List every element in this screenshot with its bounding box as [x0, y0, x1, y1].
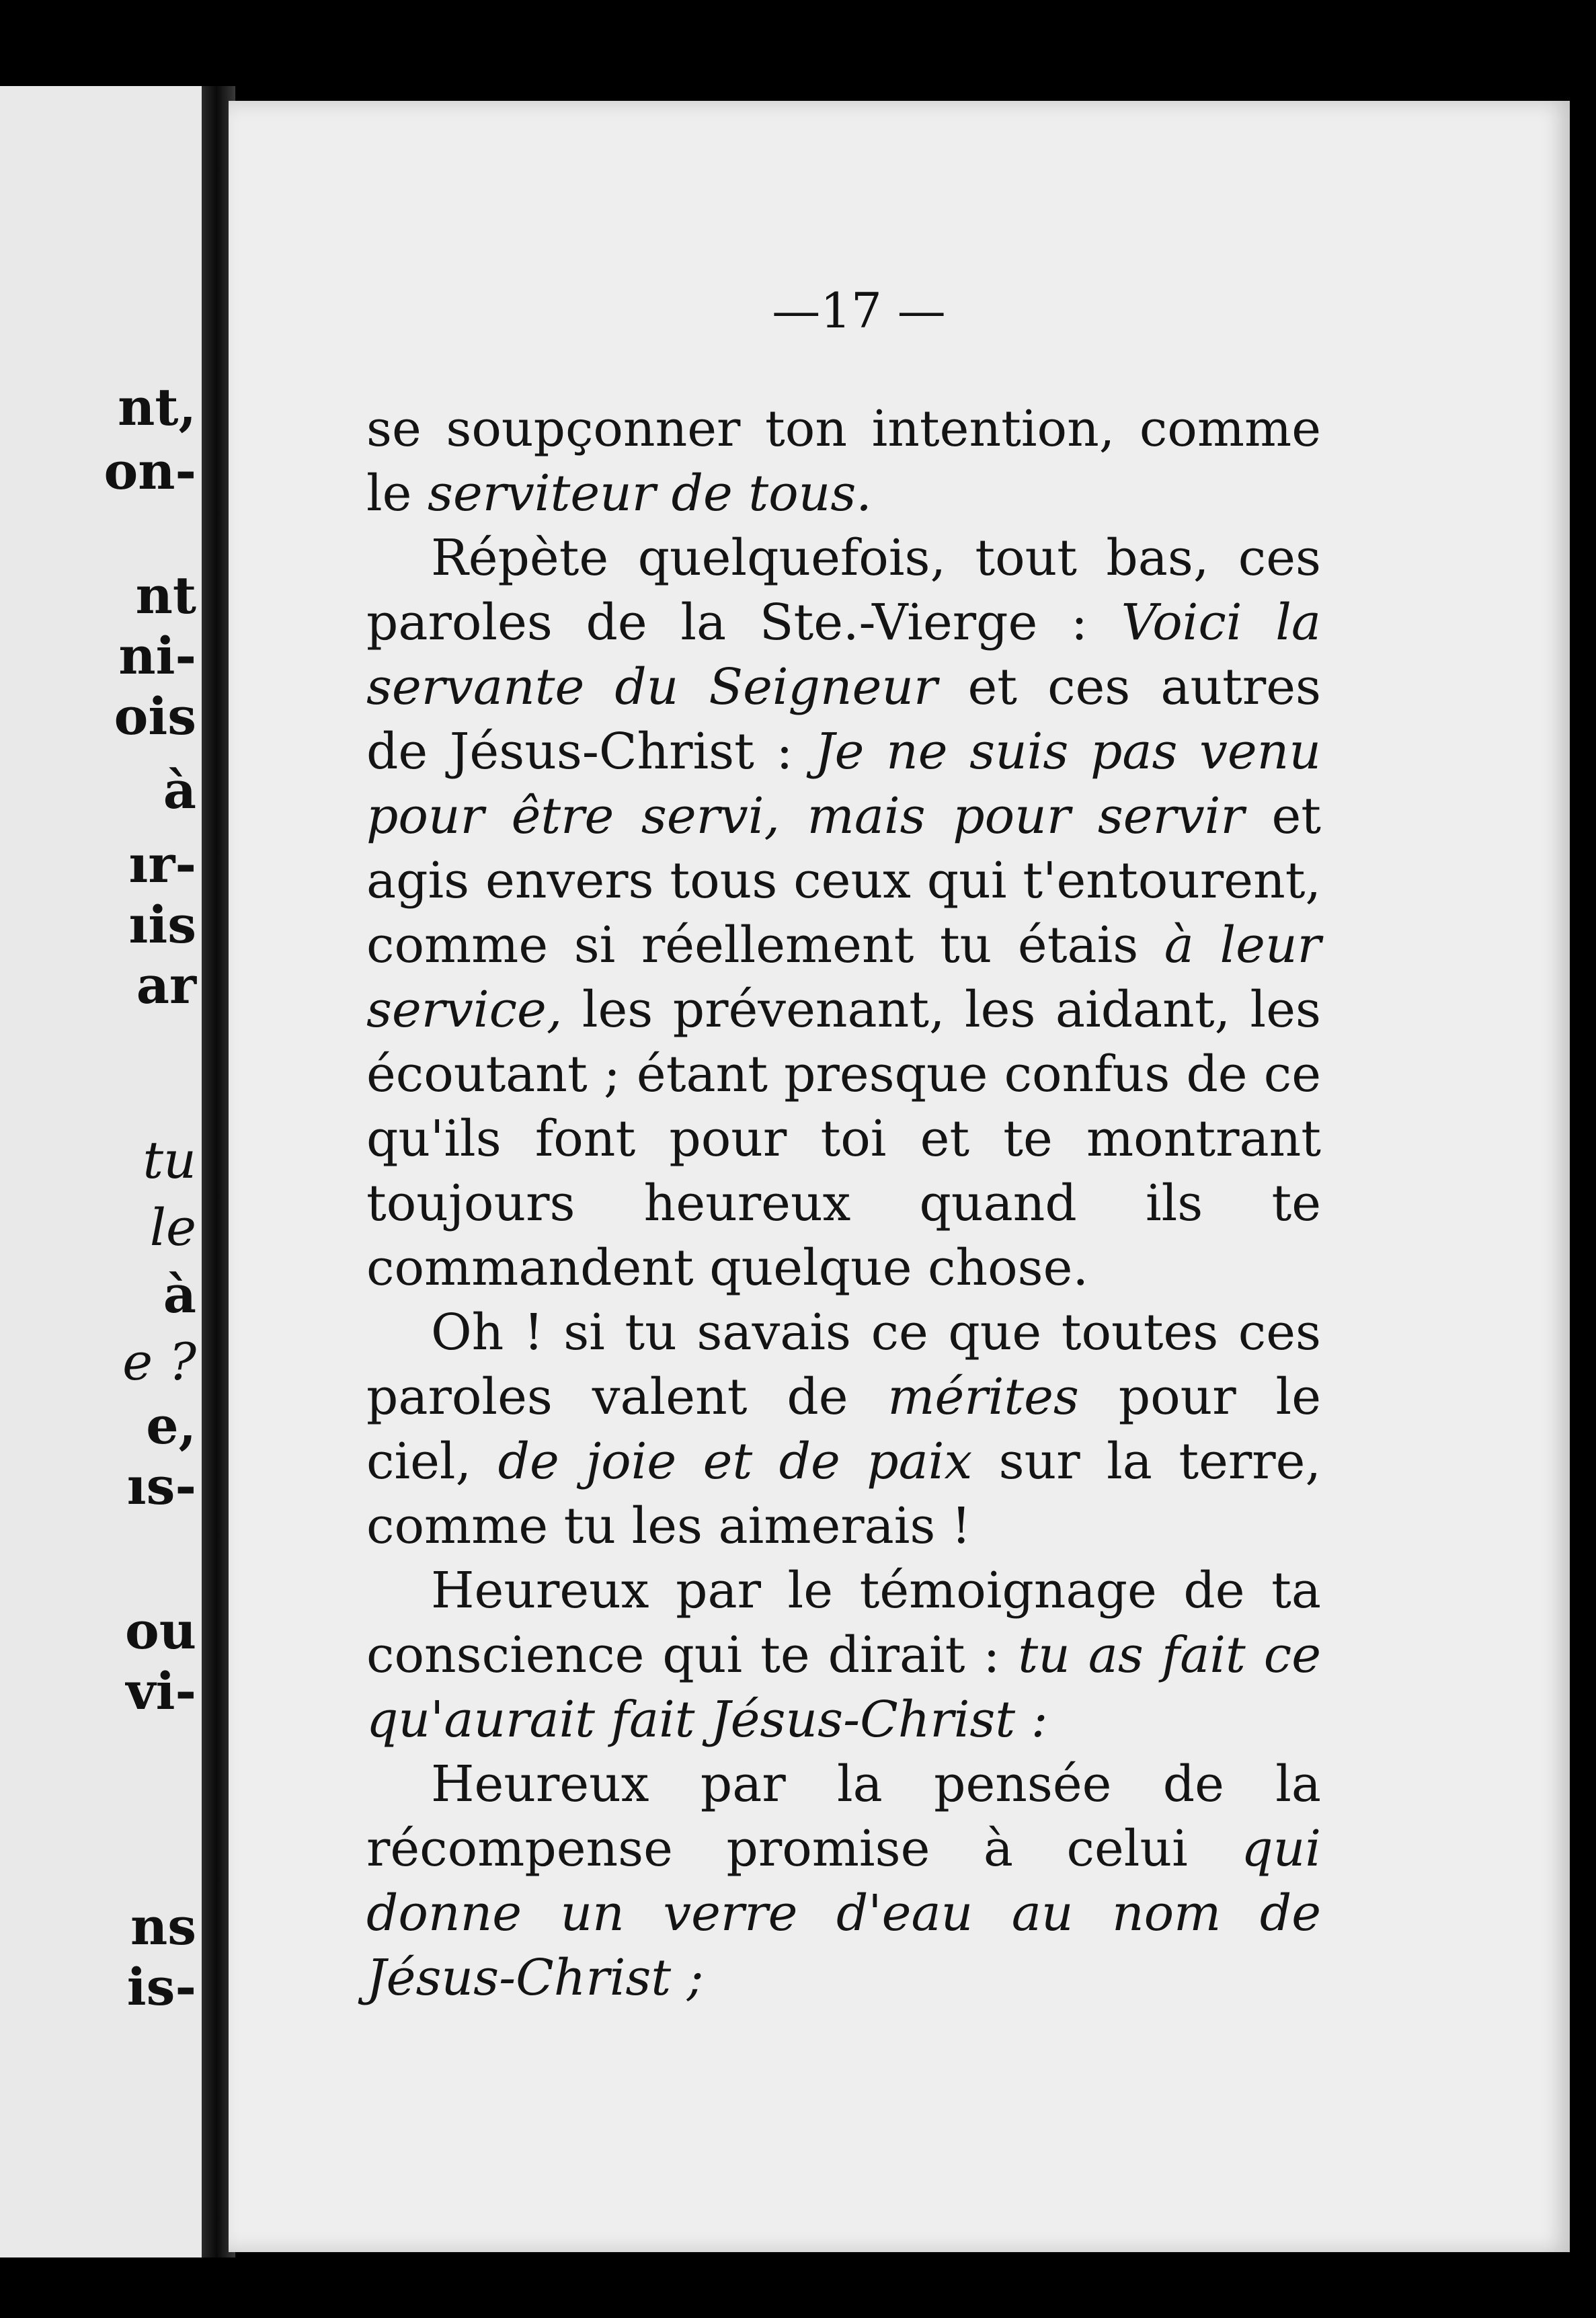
- previous-page-fragment: ıs-: [126, 1456, 196, 1516]
- previous-page-fragment: ns: [130, 1896, 196, 1956]
- body-text: Oh ! si tu savais ce que toutes ces paroles valent de: [366, 1304, 1321, 1426]
- previous-page-fragment: à: [163, 1265, 196, 1324]
- italic-text: tu as fait ce qu'aurait fait Jésus-Christ :: [366, 1626, 1321, 1749]
- previous-page-fragment: nt,: [118, 377, 196, 437]
- previous-page-edge: [0, 86, 208, 2257]
- body-text: les prévenant, les aidant, les écoutant ; étant presque confus de ce qu'ils font pour toi et te montrant toujours heureux quand ils te commandent quelque chose.: [366, 981, 1321, 1297]
- previous-page-fragment: tu: [143, 1130, 196, 1190]
- paragraph: [366, 1300, 1321, 1558]
- paragraph: [366, 1752, 1321, 2010]
- previous-page-fragment: à: [163, 760, 196, 820]
- paragraph: [366, 397, 1321, 526]
- previous-page-fragment: on-: [104, 441, 196, 501]
- body-text: et agis envers tous ceux qui t'entourent, comme si réellement tu étais: [366, 787, 1321, 974]
- body-text: Heureux par le témoignage de ta conscience qui te dirait :: [366, 1562, 1321, 1684]
- paragraph: [366, 1558, 1321, 1752]
- previous-page-fragment: vi-: [126, 1661, 196, 1721]
- body-text: sur la terre, comme tu les aimerais !: [366, 1433, 1321, 1555]
- italic-text: serviteur de tous.: [427, 465, 872, 522]
- book-page: [229, 101, 1570, 2252]
- page-text: [366, 397, 1321, 2010]
- italic-text: de joie et de paix: [497, 1433, 973, 1490]
- body-text: Répète quelquefois, tout bas, ces paroles de la Ste.-Vierge :: [366, 529, 1321, 651]
- previous-page-fragment: ar: [136, 955, 196, 1015]
- italic-text: qui donne un verre d'eau au nom de Jésus-Christ ;: [366, 1820, 1321, 2007]
- previous-page-fragment: ni-: [118, 626, 196, 686]
- body-text: se soupçonner ton intention, comme le: [366, 400, 1321, 522]
- previous-page-fragment: e,: [146, 1396, 196, 1455]
- previous-page-fragment: ıis: [128, 895, 196, 955]
- italic-text: Je ne suis pas venu pour être servi, mais pour servir: [366, 723, 1321, 845]
- previous-page-fragment: ois: [114, 686, 196, 746]
- page-number: —17 —: [772, 282, 946, 339]
- italic-text: à leur service,: [366, 916, 1321, 1039]
- paragraph: [366, 526, 1321, 1300]
- previous-page-fragment: ır-: [128, 834, 196, 894]
- body-text: Heureux par la pensée de la récompense promise à celui: [366, 1755, 1321, 1878]
- body-text: pour le ciel,: [366, 1368, 1321, 1490]
- previous-page-fragment: is-: [126, 1957, 196, 2017]
- previous-page-fragment: nt: [135, 565, 196, 625]
- previous-page-fragment: e ?: [122, 1332, 196, 1392]
- body-text: et ces autres de Jésus-Christ :: [366, 658, 1322, 781]
- previous-page-fragment: ou: [125, 1601, 196, 1661]
- italic-text: Voici la servante du Seigneur: [366, 594, 1321, 716]
- italic-text: mérites: [887, 1368, 1079, 1426]
- previous-page-fragment: le: [149, 1197, 196, 1257]
